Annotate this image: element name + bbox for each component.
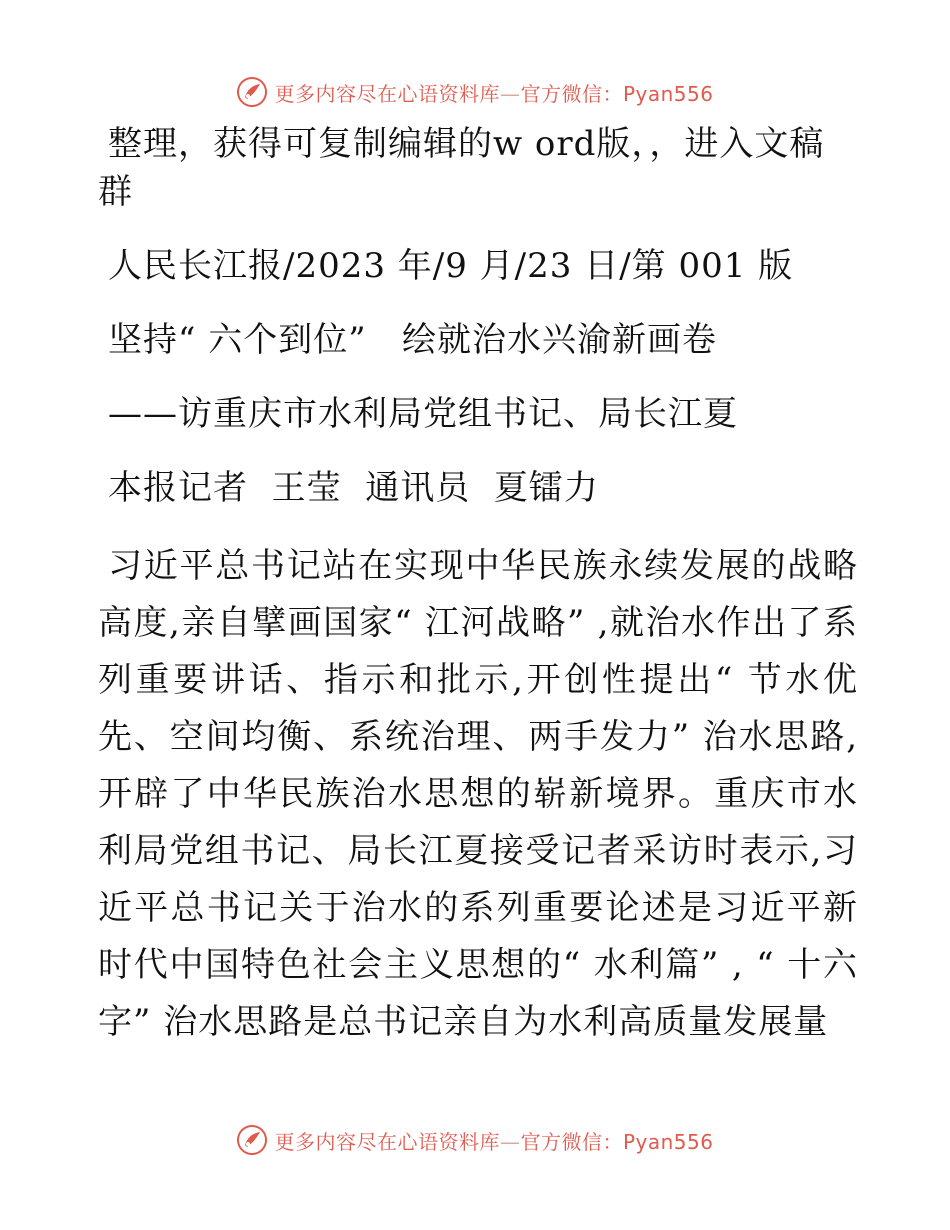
header-banner <box>0 72 950 112</box>
doc-subtitle: ——访重庆市水利局党组书记、局长江夏 <box>108 394 738 434</box>
banner-text-main: 更多内容尽在心语资料库 <box>274 1129 500 1154</box>
doc-byline: 本报记者 王莹 通讯员 夏镭力 <box>108 468 599 508</box>
banner-separator: — <box>499 1129 521 1154</box>
banner-separator: — <box>499 81 521 106</box>
brand-logo-icon <box>236 76 268 108</box>
doc-source-line: 人民长江报/2023 年/9 月/23 日/第 001 版 <box>108 246 794 286</box>
footer-banner <box>0 1120 950 1160</box>
banner-text-tail: 官方微信：Pyan556 <box>520 81 714 106</box>
banner-text <box>274 1126 713 1155</box>
document-body <box>98 120 858 1051</box>
doc-paragraph: 习近平总书记站在实现中华民族永续发展的战略高度,亲自擘画国家“ 江河战略” ,就治水作出了系列重要讲话、指示和批示,开创性提出“ 节水优先、空间均衡、系统治理、两手发力” 治水思路,开辟了中华民族治水思想的崭新境界。重庆市水利局党组书记、局长江夏接受记者采访时表示,习近平总书记关于治水的系列重要论述是习近平新时代中国特色社会主义思想的“ 水利篇” , “ 十六字” 治水思路是总书记亲自为水利高质量发展量 <box>98 546 858 1042</box>
banner-text-tail: 官方微信：Pyan556 <box>520 1129 714 1154</box>
brand-logo-icon <box>236 1124 268 1156</box>
doc-line-intro-cont: 群 <box>98 172 133 212</box>
banner-text <box>274 78 713 107</box>
banner-text-main: 更多内容尽在心语资料库 <box>274 81 500 106</box>
doc-line-intro: 整理，获得可复制编辑的w ord版，，进入文稿 <box>108 124 825 164</box>
doc-title: 坚持“ 六个到位” 绘就治水兴渝新画卷 <box>108 320 717 360</box>
